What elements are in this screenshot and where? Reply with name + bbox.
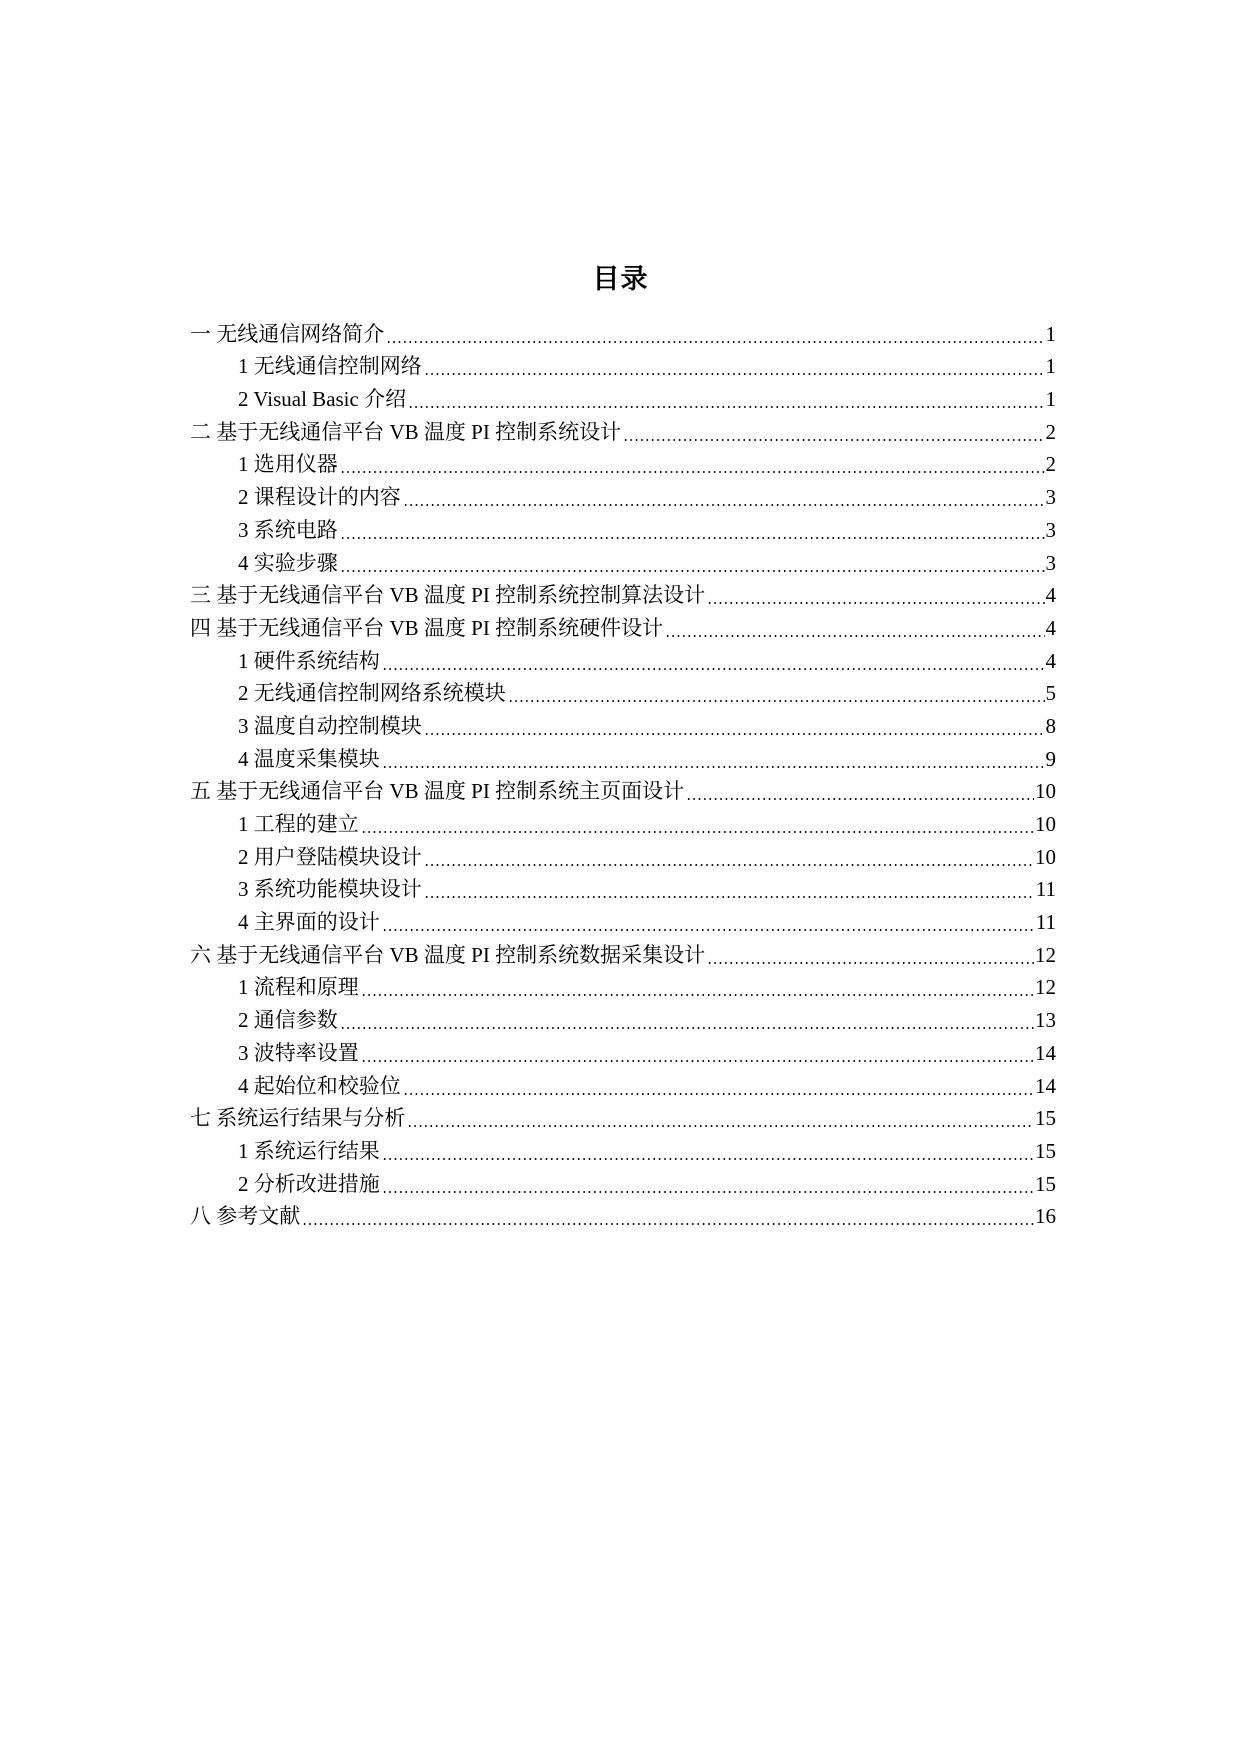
toc-page-number: 2: [1045, 419, 1056, 444]
toc-page-number: 3: [1045, 517, 1056, 542]
dot-leader: [340, 450, 1045, 474]
toc-page-number: 13: [1035, 1008, 1056, 1033]
dot-leader: [623, 418, 1044, 442]
dot-leader: [424, 875, 1035, 899]
dot-leader: [386, 320, 1044, 344]
toc-entry-title: 五 基于无线通信平台 VB 温度 PI 控制系统主页面设计: [190, 779, 685, 804]
toc-entry-title: 1 工程的建立: [238, 812, 359, 836]
dot-leader: [340, 549, 1045, 573]
toc-entry-title: 4 温度采集模块: [238, 746, 380, 771]
dot-leader: [361, 973, 1034, 997]
dot-leader: [686, 777, 1034, 801]
toc-entry-title: 1 系统运行结果: [238, 1138, 380, 1163]
toc-page-number: 1: [1045, 387, 1056, 412]
toc-entry[interactable]: [190, 1200, 1056, 1233]
toc-entry-title: 二 基于无线通信平台 VB 温度 PI 控制系统设计: [190, 419, 622, 444]
toc-entry-title: 4 主界面的设计: [238, 910, 380, 935]
toc-page-number: 1: [1045, 354, 1056, 379]
toc-entry[interactable]: [190, 742, 1056, 775]
toc-entry-title: 2 通信参数: [238, 1008, 338, 1033]
table-of-contents: [190, 317, 1056, 1232]
dot-leader: [707, 941, 1034, 965]
toc-page-number: 5: [1045, 681, 1056, 706]
toc-entry-title: 1 硬件系统结构: [238, 648, 380, 673]
toc-page-number: 4: [1045, 648, 1056, 673]
dot-leader: [424, 843, 1034, 867]
toc-page-number: 10: [1035, 812, 1056, 836]
toc-entry[interactable]: [190, 807, 1056, 840]
toc-entry[interactable]: [190, 677, 1056, 710]
dot-leader: [361, 1039, 1034, 1063]
toc-entry-title: 一 无线通信网络简介: [190, 321, 385, 346]
toc-entry[interactable]: [190, 873, 1056, 906]
toc-page-number: 16: [1035, 1204, 1056, 1229]
toc-entry-title: 3 温度自动控制模块: [238, 713, 422, 738]
toc-page-number: 10: [1035, 779, 1056, 804]
toc-entry-title: 2 课程设计的内容: [238, 485, 401, 510]
toc-entry[interactable]: [190, 840, 1056, 873]
toc-page-number: 15: [1035, 1106, 1056, 1131]
dot-leader: [382, 908, 1035, 932]
toc-page-number: 12: [1035, 975, 1056, 1000]
dot-leader: [361, 810, 1034, 834]
toc-entry[interactable]: [190, 1102, 1056, 1135]
toc-entry[interactable]: [190, 317, 1056, 350]
toc-entry[interactable]: [190, 1069, 1056, 1102]
toc-entry[interactable]: [190, 513, 1056, 546]
toc-entry[interactable]: [190, 971, 1056, 1004]
dot-leader: [408, 385, 1044, 409]
toc-page-number: 11: [1035, 910, 1056, 935]
dot-leader: [403, 1072, 1034, 1096]
toc-page-number: 9: [1045, 746, 1056, 771]
toc-entry[interactable]: [190, 1167, 1056, 1200]
toc-entry-title: 七 系统运行结果与分析: [190, 1106, 406, 1131]
toc-entry-title: 2 分析改进措施: [238, 1171, 380, 1196]
toc-entry[interactable]: [190, 1036, 1056, 1069]
toc-entry-title: 2 无线通信控制网络系统模块: [238, 681, 506, 706]
toc-entry[interactable]: [190, 1134, 1056, 1167]
toc-entry-title: 1 选用仪器: [238, 452, 338, 477]
toc-entry-title: 3 系统电路: [238, 517, 338, 542]
toc-entry[interactable]: [190, 382, 1056, 415]
dot-leader: [382, 1170, 1034, 1194]
dot-leader: [424, 352, 1045, 376]
toc-entry-title: 六 基于无线通信平台 VB 温度 PI 控制系统数据采集设计: [190, 942, 706, 967]
toc-page-number: 4: [1045, 615, 1056, 640]
toc-page-number: 3: [1045, 550, 1056, 575]
dot-leader: [508, 679, 1045, 703]
toc-entry[interactable]: [190, 350, 1056, 383]
toc-page-number: 15: [1035, 1171, 1056, 1196]
dot-leader: [407, 1104, 1034, 1128]
toc-entry-title: 4 起始位和校验位: [238, 1073, 401, 1098]
toc-page-number: 14: [1035, 1040, 1056, 1065]
toc-entry[interactable]: [190, 415, 1056, 448]
toc-entry-title: 2 用户登陆模块设计: [238, 844, 422, 869]
toc-entry-title: 八 参考文献: [190, 1204, 301, 1229]
toc-entry-title: 4 实验步骤: [238, 550, 338, 575]
toc-page-number: 8: [1045, 713, 1056, 738]
toc-entry-title: 1 流程和原理: [238, 975, 359, 1000]
toc-entry[interactable]: [190, 546, 1056, 579]
dot-leader: [382, 745, 1045, 769]
dot-leader: [340, 516, 1045, 540]
toc-page-number: 15: [1035, 1138, 1056, 1163]
dot-leader: [382, 1137, 1034, 1161]
toc-entry[interactable]: [190, 938, 1056, 971]
toc-entry-title: 三 基于无线通信平台 VB 温度 PI 控制系统控制算法设计: [190, 583, 706, 608]
toc-entry[interactable]: [190, 905, 1056, 938]
toc-entry[interactable]: [190, 579, 1056, 612]
toc-entry[interactable]: [190, 775, 1056, 808]
toc-page-number: 10: [1035, 844, 1056, 869]
toc-page-number: 2: [1045, 452, 1056, 477]
dot-leader: [302, 1202, 1034, 1226]
dot-leader: [403, 483, 1045, 507]
toc-page-number: 11: [1035, 877, 1056, 902]
toc-entry[interactable]: [190, 480, 1056, 513]
dot-leader: [424, 712, 1045, 736]
toc-entry-title: 1 无线通信控制网络: [238, 354, 422, 379]
toc-entry[interactable]: [190, 448, 1056, 481]
toc-page-number: 14: [1035, 1073, 1056, 1098]
toc-entry[interactable]: [190, 611, 1056, 644]
dot-leader: [382, 647, 1045, 671]
toc-entry-title: 四 基于无线通信平台 VB 温度 PI 控制系统硬件设计: [190, 615, 664, 640]
toc-page-number: 4: [1045, 583, 1056, 608]
dot-leader: [340, 1006, 1034, 1030]
dot-leader: [707, 581, 1044, 605]
toc-page-number: 3: [1045, 485, 1056, 510]
toc-entry[interactable]: [190, 1003, 1056, 1036]
toc-entry-title: 3 波特率设置: [238, 1040, 359, 1065]
toc-entry-title: 2 Visual Basic 介绍: [238, 387, 407, 412]
toc-page-number: 12: [1035, 942, 1056, 967]
dot-leader: [665, 614, 1044, 638]
toc-entry-title: 3 系统功能模块设计: [238, 877, 422, 902]
page-title: 目录: [592, 264, 649, 294]
toc-entry[interactable]: [190, 644, 1056, 677]
toc-page-number: 1: [1045, 321, 1056, 346]
toc-entry[interactable]: [190, 709, 1056, 742]
